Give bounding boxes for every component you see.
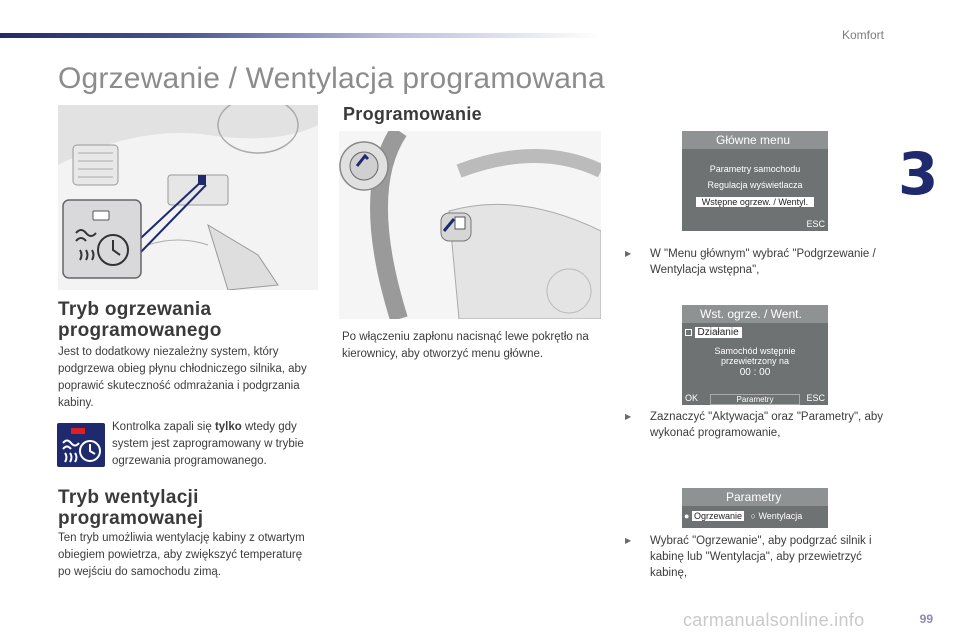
page-number: 99 bbox=[919, 612, 933, 626]
parameters-label: Parametry bbox=[710, 394, 800, 405]
chapter-number: 3 bbox=[898, 140, 939, 208]
preheating-title: Wst. ogrze. / Went. bbox=[682, 305, 828, 323]
activation-row bbox=[682, 327, 828, 338]
activation-label: Działanie bbox=[695, 327, 742, 338]
main-menu-screen bbox=[682, 131, 828, 231]
option-heating: Ogrzewanie bbox=[693, 511, 742, 521]
watermark: carmanualsonline.info bbox=[683, 610, 865, 630]
step-1: ▶ W "Menu głównym" wybrać "Podgrzewanie / Wentylacja wstępna", bbox=[625, 248, 876, 276]
menu-item-preheating: Wstępne ogrzew. / Wentyl. bbox=[696, 197, 814, 207]
mode-options bbox=[682, 511, 828, 521]
ok-label: OK bbox=[685, 393, 699, 403]
option-ventilation: Wentylacja bbox=[758, 511, 803, 521]
status-line-2: przewietrzony na bbox=[720, 356, 790, 366]
step-2: ▶ Zaznaczyć "Aktywacja" oraz "Parametry", aby wykonać programowanie, bbox=[625, 411, 883, 439]
bullet-icon: ▶ bbox=[625, 536, 632, 545]
timer-value: 00 : 00 bbox=[739, 367, 771, 378]
preheating-screen bbox=[682, 305, 828, 405]
ventilation-heading: Tryb wentylacji programowanej bbox=[58, 487, 204, 529]
radio-selected-icon: ● bbox=[684, 511, 690, 521]
page-title: Ogrzewanie / Wentylacja programowana bbox=[58, 62, 605, 95]
bullet-icon: ▶ bbox=[625, 412, 632, 421]
parameters-title: Parametry bbox=[682, 488, 828, 506]
steering-wheel-photo bbox=[339, 131, 601, 319]
programming-heading: Programowanie bbox=[343, 104, 482, 124]
header-gradient-bar bbox=[0, 33, 600, 38]
parameters-screen bbox=[682, 488, 828, 528]
checkbox-icon bbox=[685, 329, 692, 336]
menu-item-display-settings: Regulacja wyświetlacza bbox=[707, 180, 803, 190]
bullet-icon: ▶ bbox=[625, 249, 632, 258]
lamp-text: Kontrolka zapali się tylko wtedy gdy system jest zaprogramowany w trybie ogrzewania programowanego. bbox=[112, 421, 304, 467]
dashboard-photo bbox=[58, 105, 318, 290]
heating-text: Jest to dodatkowy niezależny system, który podgrzewa obieg płynu chłodniczego silnika, aby poprawić skuteczność odmrażania i podgrzania kabiny. bbox=[58, 346, 307, 409]
heating-indicator-icon bbox=[57, 423, 105, 467]
esc-label: ESC bbox=[806, 219, 825, 229]
main-menu-title: Główne menu bbox=[682, 131, 828, 149]
esc-label: ESC bbox=[806, 393, 825, 403]
ventilation-text: Ten tryb umożliwia wentylację kabiny z otwartym obiegiem powietrza, aby zwiększyć temperaturę po wejściu do samochodu zimą. bbox=[58, 532, 305, 578]
heating-heading: Tryb ogrzewania programowanego bbox=[58, 299, 222, 341]
status-line-1: Samochód wstępnie bbox=[714, 346, 796, 356]
programming-text: Po włączeniu zapłonu nacisnąć lewe pokrętło na kierownicy, aby otworzyć menu główne. bbox=[342, 331, 589, 360]
section-label: Komfort bbox=[841, 28, 884, 42]
step-3: ▶ Wybrać "Ogrzewanie", aby podgrzać silnik i kabinę lub "Wentylacja", aby przewietrzyć kabinę, bbox=[625, 535, 872, 579]
menu-item-vehicle-params: Parametry samochodu bbox=[709, 164, 801, 174]
radio-icon: ○ bbox=[750, 511, 756, 521]
